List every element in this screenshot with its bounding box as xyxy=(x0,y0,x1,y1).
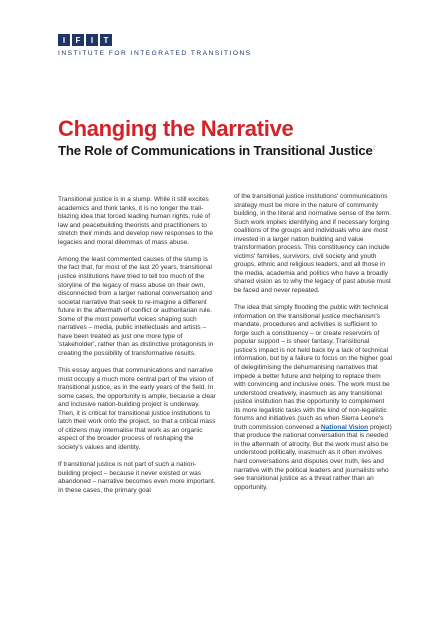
logo-letter: I xyxy=(86,34,98,46)
document-title: Changing the Narrative xyxy=(58,116,294,141)
national-vision-link[interactable]: National Vision xyxy=(320,423,369,431)
right-column xyxy=(234,193,392,501)
paragraph: of the transitional justice institutions' communications strategy must be more in the nature of community building, in the literal and normative sense of the term. Such work implies identifying and if necessary forging coalitions of the groups and individuals who are most invested in a larger nation building and value transformation process. This constituency can include victims' families, survivors, civil society and youth groups, ethnic and religious leaders, and all those in the media, academia and politics who have a broadly shared vision as to why the legacy of past abuse must be faced and never repeated. xyxy=(234,193,392,295)
document-subtitle xyxy=(58,143,375,158)
paragraph-text: project) that produce the national conversation that is needed in the aftermath of atrocity. But the work must also be understood politically, inasmuch as it often involves hard conversations and disputes over truth, lies and narrative with the political leaders and journalists who see transitional justice as a threat rather than an opportunity. xyxy=(234,423,392,491)
paragraph: If transitional justice is not part of such a nation-building project – because it never existed or was abandoned – narrative becomes even more important. In these cases, the primary goal xyxy=(58,461,216,494)
logo-letter: F xyxy=(72,34,84,46)
logo-letter: I xyxy=(58,34,70,46)
left-column xyxy=(58,196,216,504)
paragraph: Transitional justice is in a slump. While it still excites academics and think tanks, it is no longer the trail-blazing idea that forced leading human rights, rule of law and peacebuilding theorists and practitioners to stretch their minds and develop new responses to the legacies and moral dilemmas of mass abuse. xyxy=(58,196,214,246)
ifit-logo xyxy=(58,34,112,46)
organization-name: INSTITUTE FOR INTEGRATED TRANSITIONS xyxy=(58,50,252,57)
paragraph xyxy=(234,304,392,492)
subtitle-text: The Role of Communications in Transitional Justice xyxy=(58,143,373,158)
footnote-marker: 1 xyxy=(372,145,376,152)
paragraph: This essay argues that communications and narrative must occupy a much more central part of the vision of transitional justice, as in the early years of the field. In some cases, the opportunity is ample, because a clear and inclusive nation-building project is underway. Then, it is critical for transitional justice institutions to latch their work onto the project, so that a critical mass of citizens may internalise that work as an organic aspect of the broader process of reshaping the society's values and identity. xyxy=(58,367,216,451)
logo-letter: T xyxy=(100,34,112,46)
paragraph-text: The idea that simply flooding the public with technical information on the transitional justice mechanism's mandate, procedures and activities is sufficient to forge such a constituency – or create reservoirs of popular support – is sheer fantasy. Transitional justice's impact is not held back by a lack of technical information, but by a failure to focus on the higher goal of delegitimising the dehumanising narratives that impede a better future and helping to replace them with convincing and inclusive ones. The work must be understood creatively, inasmuch as any transitional justice institution has the opportunity to complement its more legalistic tasks with the kind of non-legalistic forums and initiatives (such as when Sierra Leone's truth commission convened a xyxy=(234,304,392,431)
paragraph: Among the least commented causes of the slump is the fact that, for most of the last 20 years, transitional justice institutions have tried to tell too much of the storyline of the legacy of mass abuse on their own, disconnected from a larger national conversation and societal narrative that seek to re-imagine a different future in the aftermath of conflict or authoritarian rule. Some of the most powerful voices shaping such narratives – media, public intellectuals and artists – have been treated as just one more type of 'stakeholder', rather than as distinctive protagonists in creating the possibility of transformative results. xyxy=(58,255,214,357)
